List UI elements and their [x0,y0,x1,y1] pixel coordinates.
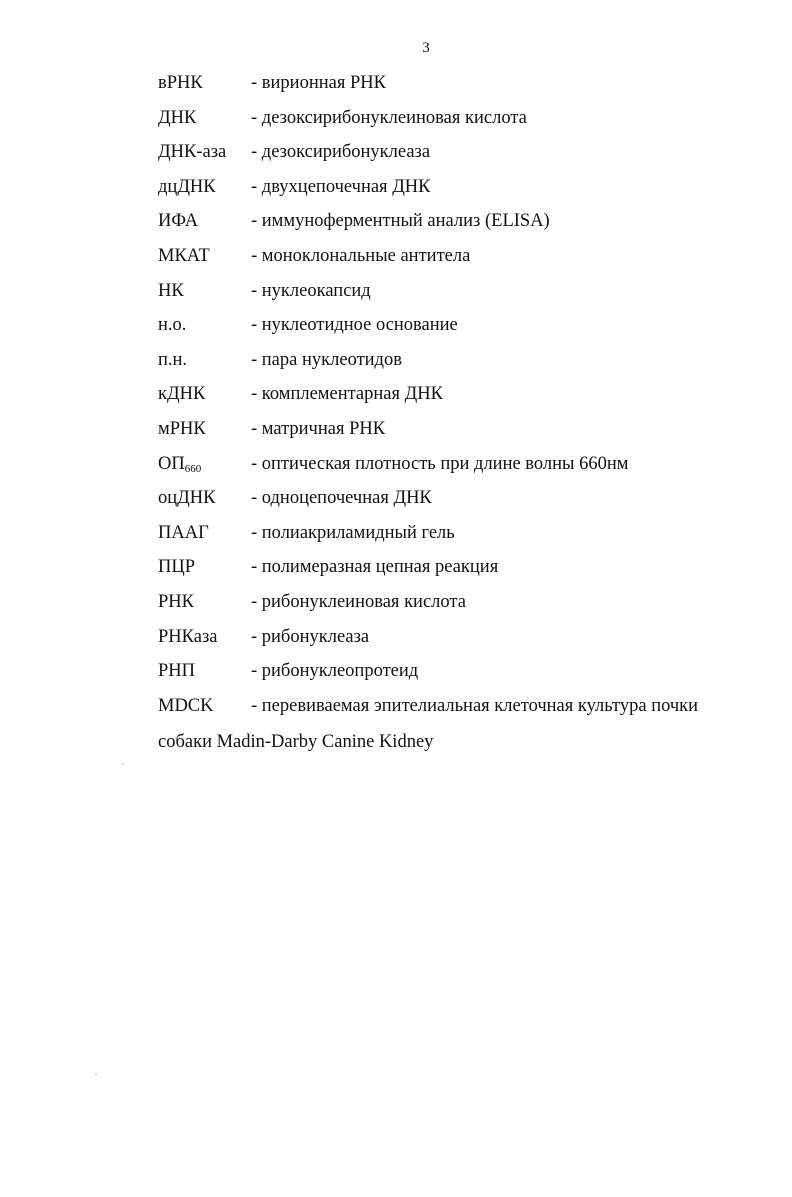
abbreviation-definition: - полиакриламидный гель [251,522,455,543]
abbreviation-definition: - дезоксирибонуклеаза [251,142,431,163]
continuation-line: собаки Madin-Darby Canine Kidney [158,732,434,752]
abbreviation-definition: - нуклеокапсид [251,280,371,301]
abbreviation-definition: - двухцепочечная ДНК [251,176,431,197]
abbreviation-row [158,658,758,693]
abbreviation-row [158,105,758,140]
abbreviation-term: дцДНК [158,176,216,197]
abbreviation-term: РНП [158,661,196,682]
scan-speck [95,1073,97,1075]
abbreviation-term: ПААГ [158,522,209,543]
abbreviation-row [158,589,758,624]
abbreviation-definition: - перевиваемая эпителиальная клеточная культура почки [251,695,699,716]
abbreviation-row [158,312,758,347]
abbreviation-term: мРНК [158,418,206,439]
abbreviation-row [158,70,758,105]
abbreviation-term: ИФА [158,211,199,232]
abbreviation-term: вРНК [158,73,203,93]
abbreviation-term: оцДНК [158,488,216,509]
abbreviation-row [158,208,758,243]
abbreviation-list [158,70,758,727]
scan-speck [122,763,124,765]
abbreviation-row [158,416,758,451]
abbreviation-term: н.о. [158,315,187,336]
abbreviation-definition: - комплементарная ДНК [251,384,443,405]
abbreviation-definition: - иммуноферментный анализ (ELISA) [251,211,550,232]
abbreviation-definition: - матричная РНК [251,418,386,439]
abbreviation-term: MDCK [158,695,214,716]
abbreviation-term [158,451,201,483]
abbreviation-term: ПЦР [158,557,196,578]
abbreviation-term-base: ОП [158,453,185,474]
abbreviation-definition: - рибонуклеопротеид [251,661,419,682]
abbreviation-term: МКАТ [158,245,210,266]
abbreviation-term: РНКаза [158,626,218,647]
abbreviation-row [158,347,758,382]
abbreviation-definition: - одноцепочечная ДНК [251,488,432,509]
abbreviation-term-subscript: 660 [184,462,202,475]
abbreviation-definition: - оптическая плотность при длине волны 660нм [251,453,629,474]
abbreviation-definition: - полимеразная цепная реакция [251,557,499,578]
abbreviation-row [158,243,758,278]
abbreviation-row [158,451,758,486]
abbreviation-row [158,520,758,555]
abbreviation-row [158,381,758,416]
page-number: 3 [422,40,430,56]
abbreviation-definition: - нуклеотидное основание [251,315,458,336]
abbreviation-definition: - дезоксирибонуклеиновая кислота [251,107,527,128]
abbreviation-term: п.н. [158,349,188,370]
abbreviation-row [158,554,758,589]
abbreviation-row [158,174,758,209]
abbreviation-row [158,139,758,174]
abbreviation-term: ДНК-аза [158,142,227,163]
abbreviation-term: РНК [158,591,194,612]
abbreviation-term: ДНК [158,107,197,128]
abbreviation-row [158,278,758,313]
abbreviation-definition: - вирионная РНК [251,73,386,93]
abbreviation-term: НК [158,280,184,301]
abbreviation-definition: - рибонуклеиновая кислота [251,591,466,612]
abbreviation-definition: - пара нуклеотидов [251,349,402,370]
abbreviation-row [158,693,758,728]
abbreviation-row [158,624,758,659]
abbreviation-term: кДНК [158,384,206,405]
abbreviation-row [158,485,758,520]
abbreviation-definition: - рибонуклеаза [251,626,370,647]
abbreviation-definition: - моноклональные антитела [251,245,471,266]
